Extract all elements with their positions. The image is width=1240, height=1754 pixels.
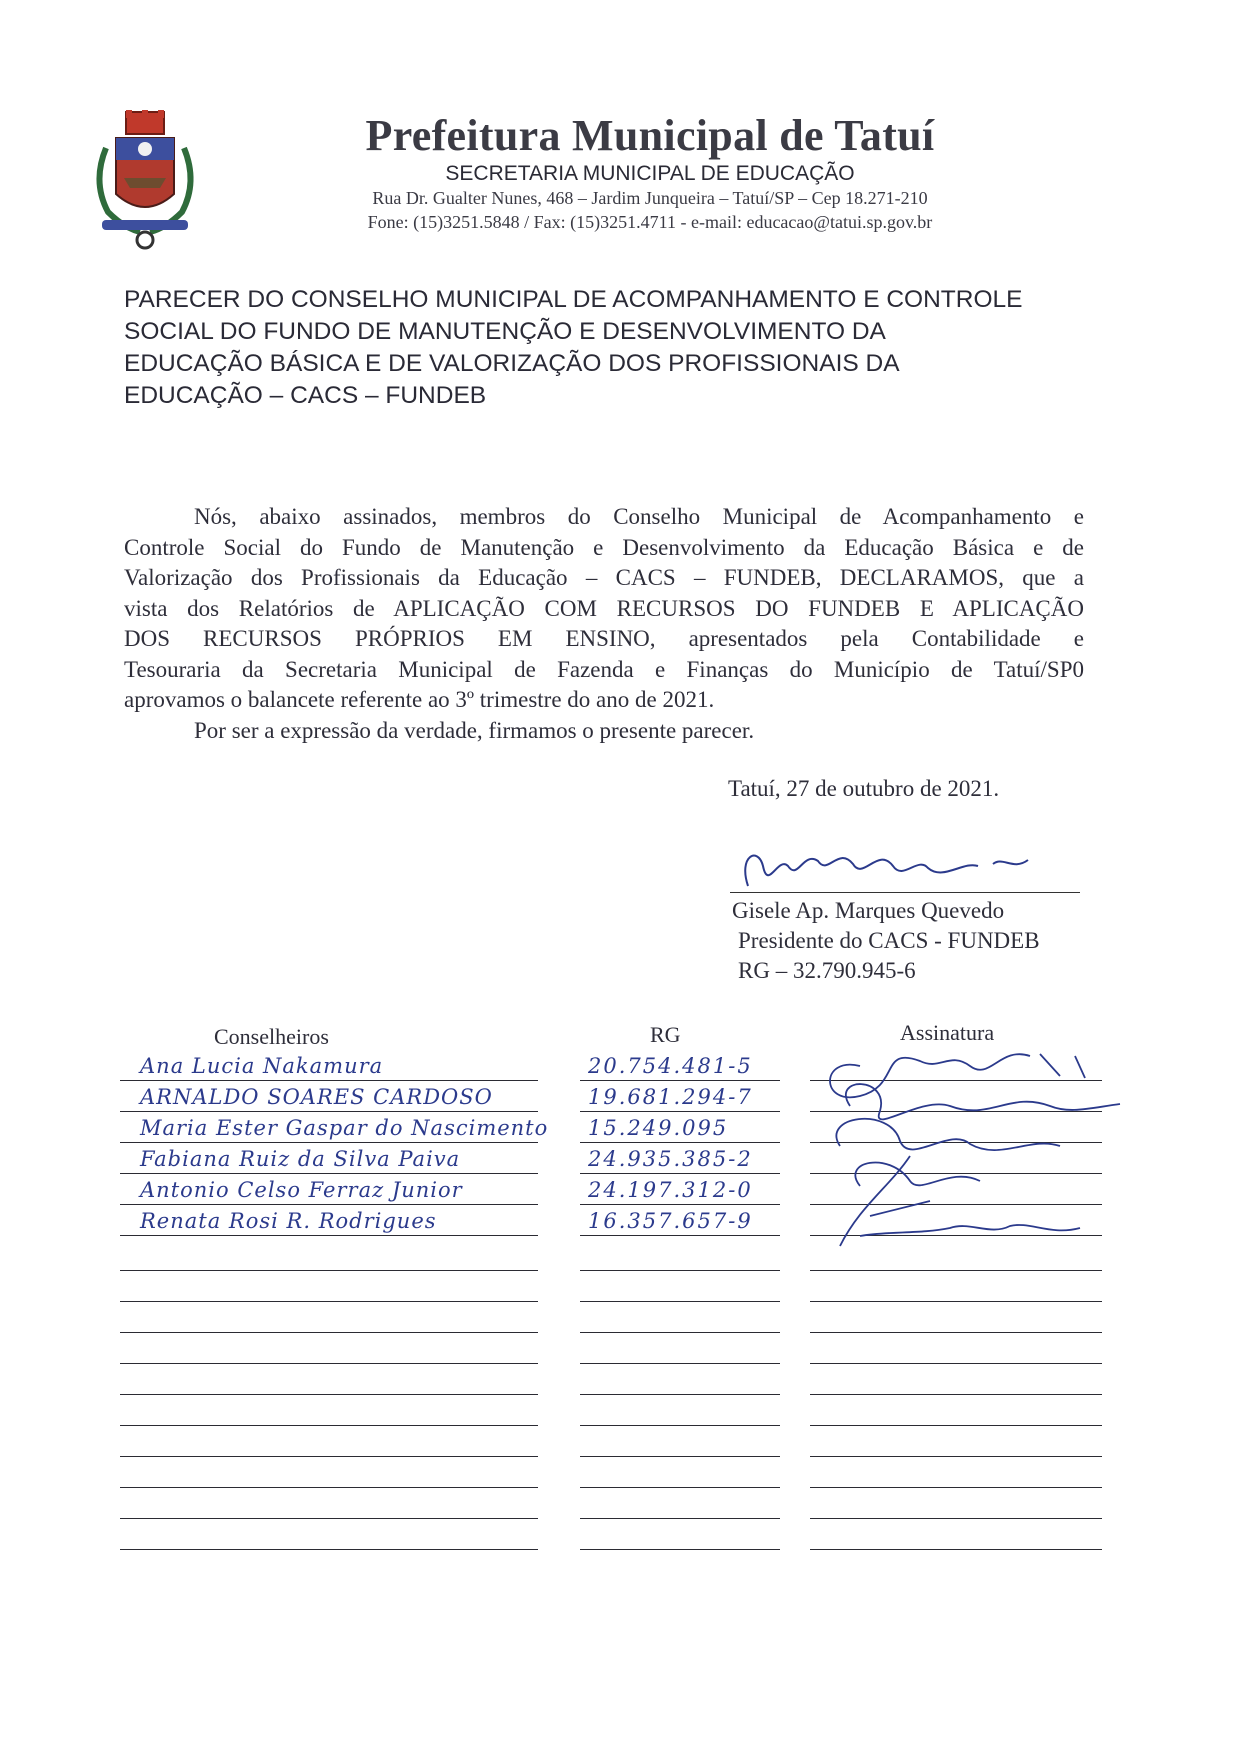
empty-row [0,1457,1240,1488]
president-signature [728,836,1088,896]
empty-row [0,1333,1240,1364]
body-line: Nós, abaixo assinados, membros do Conselho Municipal de Acompanhamento e [194,504,1084,529]
empty-row [0,1395,1240,1426]
department-name: SECRETARIA MUNICIPAL DE EDUCAÇÃO [445,162,855,185]
column-header-rg: RG [650,1022,681,1047]
member-name: Renata Rosi R. Rodrigues [140,1209,437,1233]
body-line: aprovamos o balancete referente ao 3º trimestre do ano de 2021. [124,687,715,712]
signature-line [730,892,1080,893]
president-rg: RG – 32.790.945-6 [738,958,916,983]
title-line: PARECER DO CONSELHO MUNICIPAL DE ACOMPANHAMENTO E CONTROLE [124,286,1023,313]
address-line: Rua Dr. Gualter Nunes, 468 – Jardim Junqueira – Tatuí/SP – Cep 18.271-210 [372,188,928,208]
empty-row [0,1364,1240,1395]
name-line [120,1549,538,1550]
body-line: Valorização dos Profissionais da Educação – CACS – FUNDEB, DECLARAMOS, que a [124,565,1084,590]
place-and-date: Tatuí, 27 de outubro de 2021. [728,776,1000,801]
member-rg: 15.249.095 [588,1116,729,1140]
member-name: Maria Ester Gaspar do Nascimento [140,1116,549,1140]
member-rg: 20.754.481-5 [588,1054,753,1078]
member-name: Fabiana Ruiz da Silva Paiva [140,1147,461,1171]
body-line: Tesouraria da Secretaria Municipal de Fazenda e Finanças do Município de Tatuí/SP0 [124,656,1084,682]
empty-row [0,1519,1240,1550]
member-rg: 24.935.385-2 [588,1147,753,1171]
member-rg: 19.681.294-7 [588,1085,753,1109]
contact-line: Fone: (15)3251.5848 / Fax: (15)3251.4711 - e-mail: educacao@tatui.sp.gov.br [367,212,933,232]
body-paragraph [124,502,1084,716]
president-name: Gisele Ap. Marques Quevedo [732,898,1005,923]
title-line: EDUCAÇÃO – CACS – FUNDEB [124,382,487,409]
body-line: DOS RECURSOS PRÓPRIOS EM ENSINO, apresentados pela Contabilidade e [124,626,1084,651]
president-role: Presidente do CACS - FUNDEB [738,928,1040,953]
empty-row [0,1488,1240,1519]
rg-line [580,1549,780,1550]
member-name: Ana Lucia Nakamura [140,1054,384,1078]
title-line: EDUCAÇÃO BÁSICA E DE VALORIZAÇÃO DOS PROFISSIONAIS DA [124,350,900,377]
closing-sentence: Por ser a expressão da verdade, firmamos o presente parecer. [194,718,755,743]
title-line: SOCIAL DO FUNDO DE MANUTENÇÃO E DESENVOLVIMENTO DA [124,318,886,345]
name-line [120,1235,538,1236]
document-title [124,284,1114,412]
body-line: vista dos Relatórios de APLICAÇÃO COM RECURSOS DO FUNDEB E APLICAÇÃO [124,595,1084,621]
empty-row [0,1426,1240,1457]
empty-row [0,1302,1240,1333]
column-header-signature: Assinatura [900,1020,995,1045]
signature-line [810,1549,1102,1550]
member-rg: 16.357.657-9 [588,1209,753,1233]
member-rg: 24.197.312-0 [588,1178,753,1202]
member-signatures [800,1036,1160,1276]
member-name: Antonio Celso Ferraz Junior [140,1178,463,1202]
member-name: ARNALDO SOARES CARDOSO [140,1085,493,1109]
column-header-members: Conselheiros [214,1024,329,1049]
body-line: Controle Social do Fundo de Manutenção e Desenvolvimento da Educação Básica e de [124,534,1084,560]
rg-line [580,1235,780,1236]
organization-name: Prefeitura Municipal de Tatuí [365,111,935,160]
